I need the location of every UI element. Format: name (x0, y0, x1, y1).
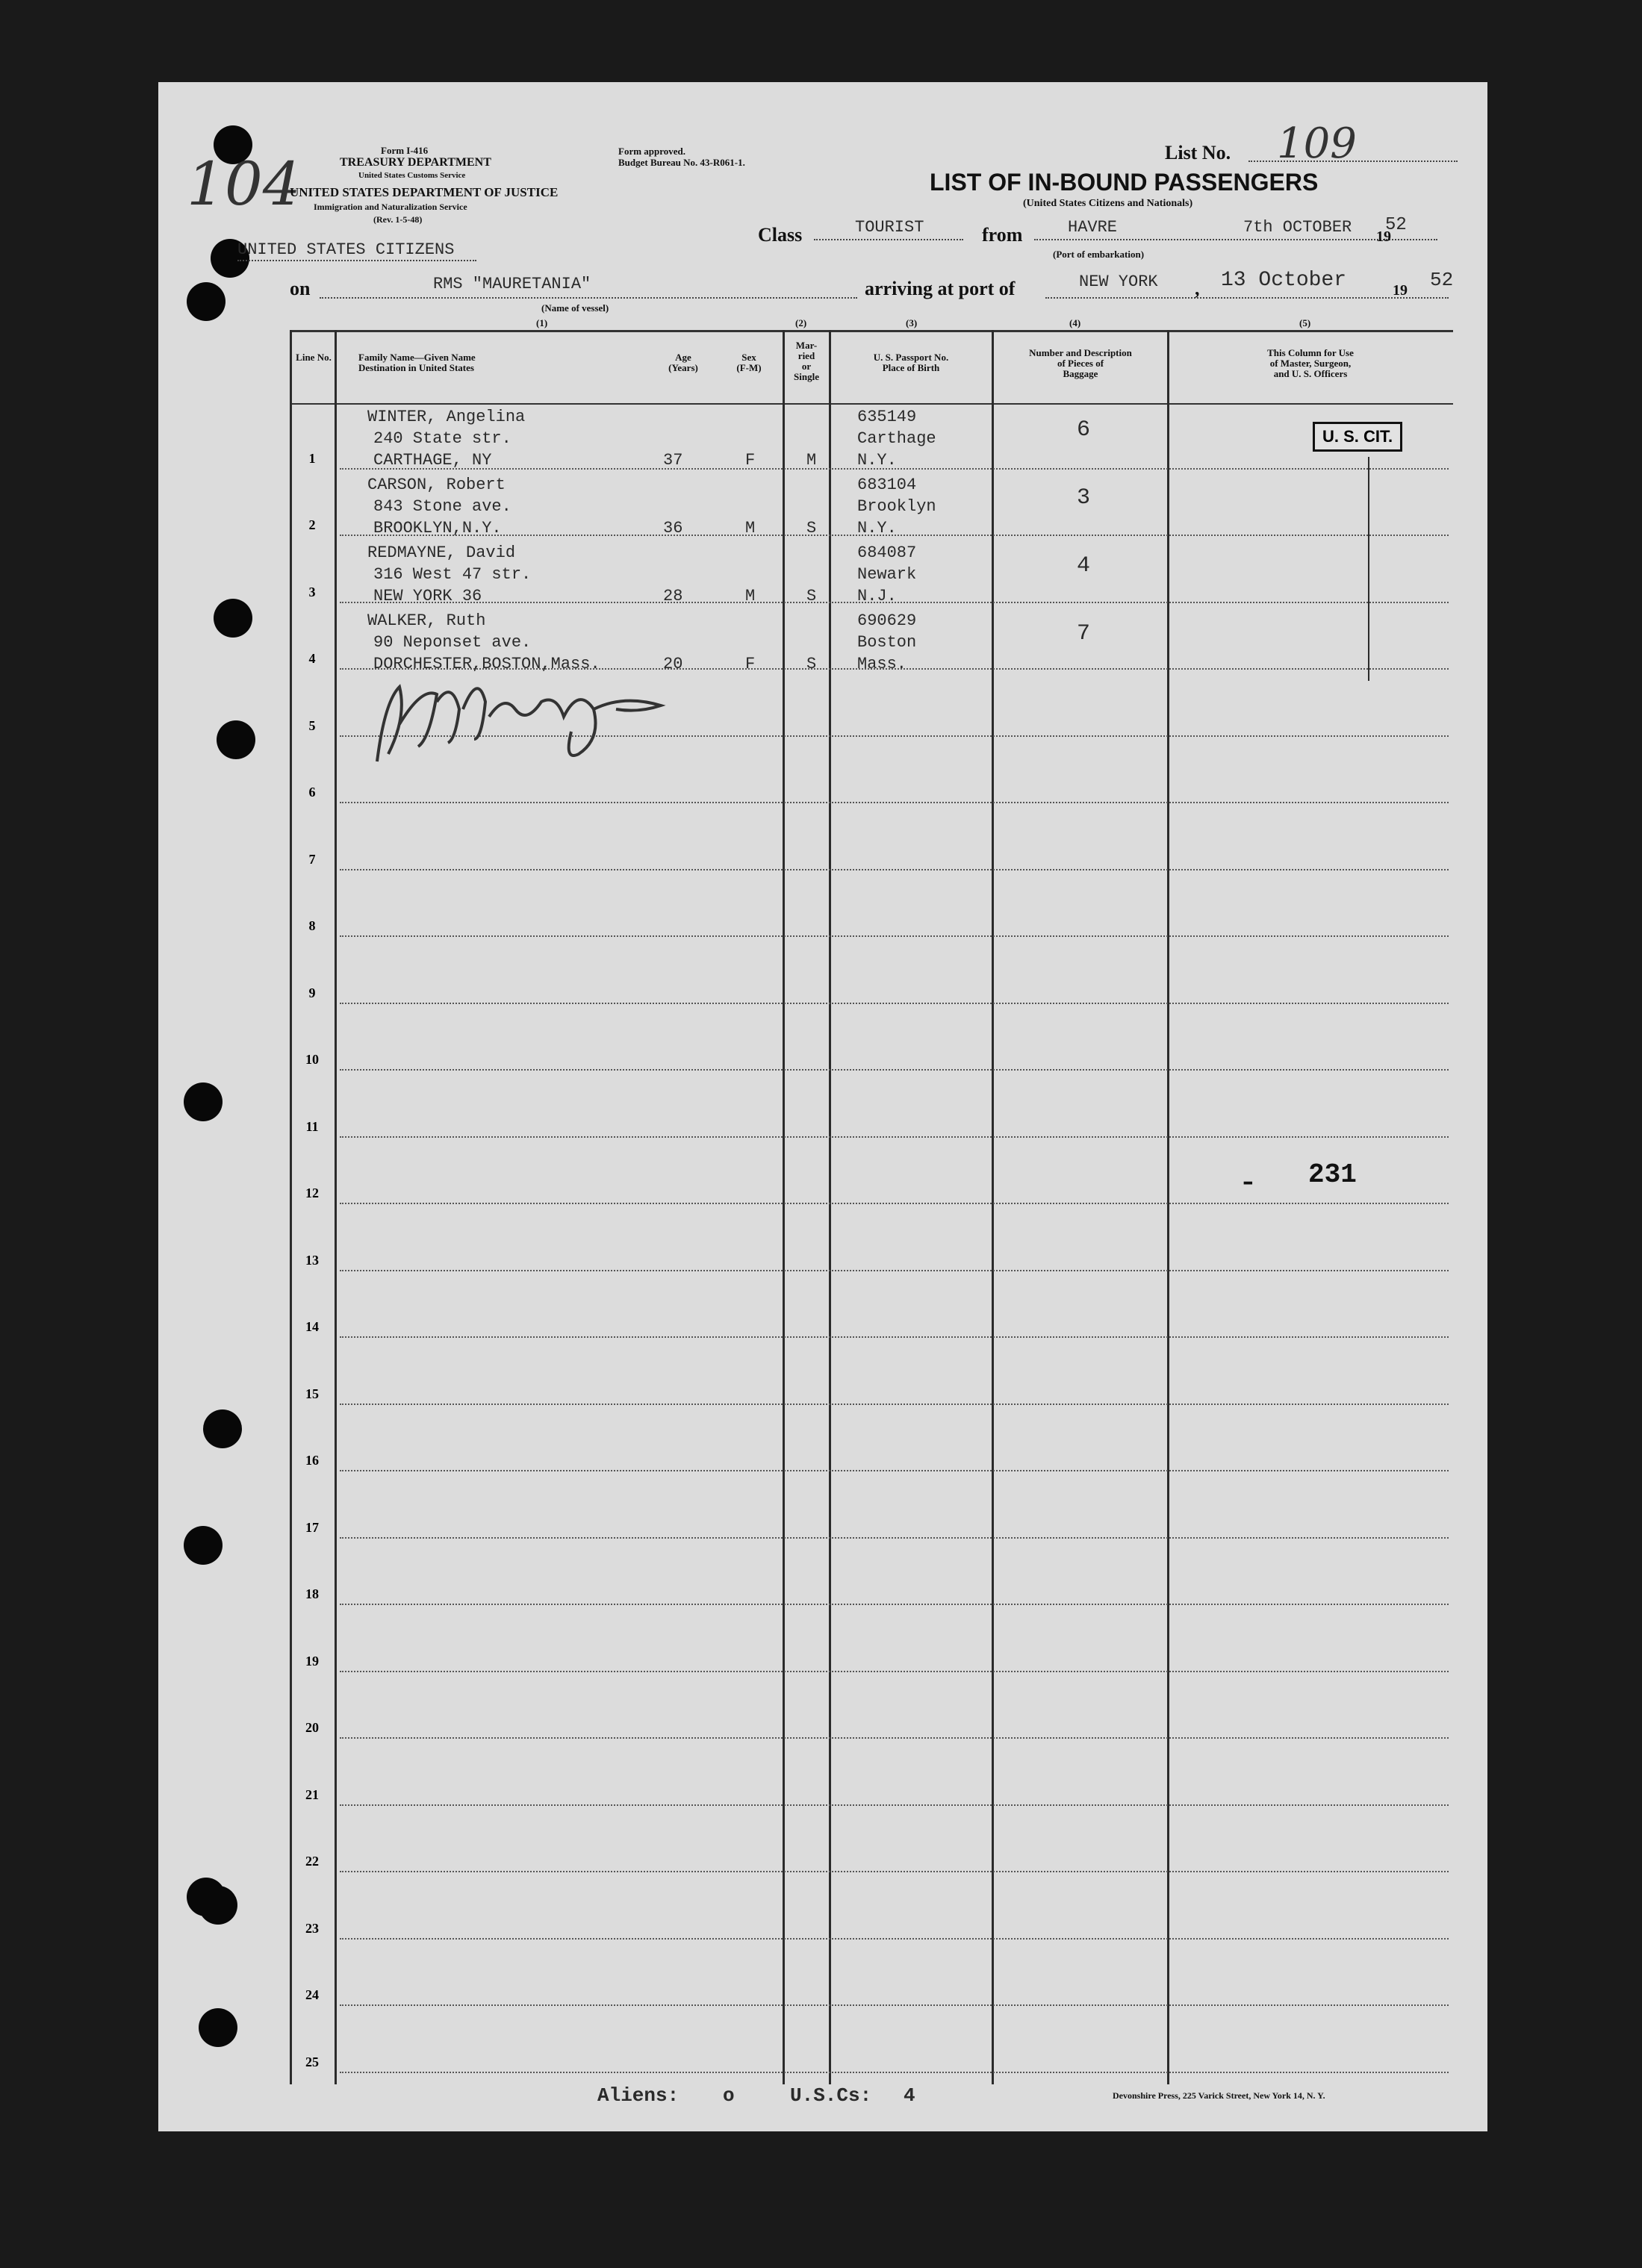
line-number: 17 (305, 1519, 319, 1535)
budget-bureau: Budget Bureau No. 43-R061-1. (618, 157, 745, 168)
line-number: 10 (305, 1052, 319, 1067)
year-prefix: 19 (1376, 228, 1391, 245)
col-num-3: (3) (906, 317, 918, 328)
class-line (814, 239, 963, 240)
vessel-line (320, 297, 857, 299)
passenger-address: 90 Neponset ave. (373, 633, 532, 652)
line-number: 5 (308, 717, 316, 733)
row-rule (340, 1938, 1449, 1940)
header-name: Family Name—Given Name Destination in United States (358, 352, 476, 373)
row-rule (340, 935, 1449, 937)
punch-hole (199, 2008, 237, 2047)
line-number: 25 (305, 2054, 319, 2069)
passenger-name: REDMAYNE, David (367, 543, 516, 562)
punch-hole (203, 1409, 242, 1448)
row-rule (340, 1270, 1449, 1271)
line-number: 11 (305, 1118, 319, 1134)
col-num-5: (5) (1299, 317, 1311, 328)
header-officers: This Column for Use of Master, Surgeon, and U. S. Officers (1267, 347, 1354, 379)
passenger-sex: M (745, 587, 756, 605)
arrival-year-prefix: 19 (1393, 282, 1408, 299)
from-label: from (982, 224, 1023, 246)
line-number: 23 (305, 1920, 319, 1936)
justice-label: UNITED STATES DEPARTMENT OF JUSTICE (290, 185, 559, 199)
form-approved: Form approved. (618, 146, 686, 157)
passenger-marital-status: S (806, 655, 817, 673)
arrival-date: 13 October (1221, 269, 1347, 292)
aliens-label: Aliens: (597, 2084, 679, 2107)
col-num-4: (4) (1069, 317, 1081, 328)
passenger-address: 843 Stone ave. (373, 497, 511, 516)
passenger-marital-status: M (806, 451, 817, 470)
row-rule (340, 1203, 1449, 1204)
row-rule (340, 1003, 1449, 1004)
row-rule (340, 1404, 1449, 1405)
line-number: 7 (308, 851, 316, 867)
class-value: TOURIST (855, 218, 924, 237)
col-num-1: (1) (536, 317, 548, 328)
passenger-sex: F (745, 655, 756, 673)
passenger-city: NEW YORK 36 (373, 587, 482, 605)
birth-state: N.Y. (857, 451, 897, 470)
table-header-rule (290, 403, 1453, 405)
header-age: Age (Years) (668, 352, 698, 373)
passport-number: 683104 (857, 476, 917, 494)
line-number: 4 (308, 651, 316, 666)
passenger-name: WALKER, Ruth (367, 611, 486, 630)
header-baggage: Number and Description of Pieces of Baggage (1029, 347, 1132, 379)
line-number: 1 (308, 450, 316, 466)
arrival-port: NEW YORK (1079, 272, 1158, 291)
aliens-value: o (723, 2084, 735, 2107)
line-number: 6 (308, 785, 316, 800)
arriving-label: arriving at port of (865, 278, 1016, 299)
col-num-2: (2) (795, 317, 807, 328)
row-rule (340, 1069, 1449, 1071)
line-number: 8 (308, 918, 316, 933)
col-divider-officers (1167, 330, 1169, 2084)
birth-state: N.J. (857, 587, 897, 605)
citizens-line (237, 260, 476, 261)
punch-hole (214, 599, 252, 638)
line-number: 22 (305, 1854, 319, 1869)
stamp-bracket-line (1368, 457, 1369, 681)
baggage-count: 3 (1077, 485, 1091, 511)
header-passport: U. S. Passport No. Place of Birth (873, 352, 949, 373)
class-label: Class (758, 224, 803, 246)
baggage-count: 7 (1077, 621, 1091, 647)
document-page (158, 82, 1487, 2131)
col-divider-passport (829, 330, 831, 2084)
punch-hole (184, 1082, 223, 1121)
year-value: 52 (1385, 215, 1407, 235)
line-number: 18 (305, 1586, 319, 1601)
passenger-marital-status: S (806, 587, 817, 605)
row-rule (340, 1804, 1449, 1806)
passport-number: 690629 (857, 611, 917, 630)
arrival-comma: , (1195, 278, 1200, 299)
passenger-name: WINTER, Angelina (367, 408, 526, 426)
baggage-count: 6 (1077, 417, 1091, 443)
signature (355, 672, 691, 769)
margin-number: 104 (187, 149, 301, 219)
table-left-border (290, 330, 292, 2084)
side-number: 231 (1308, 1159, 1357, 1190)
line-number: 9 (308, 985, 316, 1000)
arrival-line (1045, 297, 1449, 299)
birth-place: Boston (857, 633, 917, 652)
line-number: 3 (308, 584, 316, 599)
row-rule (340, 1537, 1449, 1539)
line-number: 2 (308, 517, 316, 532)
passenger-address: 240 State str. (373, 429, 511, 448)
embark-date: 7th OCTOBER (1243, 218, 1352, 237)
row-rule (340, 869, 1449, 870)
passenger-address: 316 West 47 str. (373, 565, 532, 584)
header-line-no: Line No. (296, 352, 332, 363)
punch-hole (187, 282, 226, 321)
line-number: 24 (305, 1987, 319, 2002)
birth-state: Mass. (857, 655, 907, 673)
baggage-count: 4 (1077, 553, 1091, 579)
customs-label: United States Customs Service (358, 171, 466, 180)
list-no-value: 109 (1277, 119, 1357, 168)
line-number: 12 (305, 1186, 319, 1200)
punch-hole (199, 1886, 237, 1925)
row-rule (340, 1136, 1449, 1138)
header-sex: Sex (F-M) (736, 352, 762, 373)
uscs-label: U.S.Cs: (790, 2084, 872, 2107)
row-rule (340, 802, 1449, 803)
row-rule (340, 1671, 1449, 1672)
row-rule (340, 1737, 1449, 1739)
passenger-age: 36 (663, 519, 683, 538)
passenger-city: DORCHESTER,BOSTON,Mass. (373, 655, 600, 673)
passenger-city: CARTHAGE, NY (373, 451, 492, 470)
passenger-sex: F (745, 451, 756, 470)
vessel-value: RMS "MAURETANIA" (433, 275, 591, 293)
passenger-age: 28 (663, 587, 683, 605)
line-number: 14 (305, 1319, 319, 1334)
document-title: LIST OF IN-BOUND PASSENGERS (930, 169, 1319, 196)
line-number: 15 (305, 1386, 319, 1401)
printer-credit: Devonshire Press, 225 Varick Street, New York 14, N. Y. (1113, 2090, 1325, 2101)
line-number: 19 (305, 1653, 319, 1669)
line-number: 13 (305, 1252, 319, 1268)
document-subtitle: (United States Citizens and Nationals) (1023, 198, 1193, 209)
passport-number: 635149 (857, 408, 917, 426)
from-value: HAVRE (1068, 218, 1118, 237)
passport-number: 684087 (857, 543, 917, 562)
line-number: 16 (305, 1453, 319, 1468)
punch-hole (217, 720, 255, 759)
citizens-label: UNITED STATES CITIZENS (237, 240, 455, 259)
row-rule (340, 2072, 1449, 2073)
birth-state: N.Y. (857, 519, 897, 538)
arrival-year: 52 (1430, 269, 1454, 291)
line-number: 20 (305, 1720, 319, 1735)
passenger-age: 20 (663, 655, 683, 673)
passenger-marital-status: S (806, 519, 817, 538)
row-rule (340, 2004, 1449, 2006)
vessel-caption: (Name of vessel) (541, 302, 609, 314)
passenger-name: CARSON, Robert (367, 476, 506, 494)
passenger-sex: M (745, 519, 756, 538)
table-top-rule (290, 330, 1453, 332)
col-divider-baggage (992, 330, 994, 2084)
birth-place: Brooklyn (857, 497, 936, 516)
ins-label: Immigration and Naturalization Service (314, 202, 467, 212)
list-no-label: List No. (1165, 142, 1231, 163)
row-rule (340, 1336, 1449, 1338)
form-number: Form I-416 (381, 145, 429, 156)
port-embark-caption: (Port of embarkation) (1053, 249, 1145, 260)
col-divider-line (335, 330, 337, 2084)
rev-label: (Rev. 1-5-48) (373, 214, 423, 225)
passenger-city: BROOKLYN,N.Y. (373, 519, 502, 538)
header-married: Mar- ried or Single (794, 340, 819, 382)
uscs-value: 4 (904, 2084, 915, 2107)
birth-place: Newark (857, 565, 917, 584)
row-rule (340, 1871, 1449, 1872)
birth-place: Carthage (857, 429, 936, 448)
punch-hole (184, 1526, 223, 1565)
treasury-label: TREASURY DEPARTMENT (340, 156, 491, 169)
col-divider-married (783, 330, 785, 2084)
row-rule (340, 1604, 1449, 1605)
row-rule (340, 1470, 1449, 1471)
passenger-age: 37 (663, 451, 683, 470)
us-citizen-stamp: U. S. CIT. (1313, 422, 1402, 452)
line-number: 21 (305, 1786, 319, 1802)
on-label: on (290, 278, 311, 299)
side-dash: - (1243, 1162, 1254, 1198)
